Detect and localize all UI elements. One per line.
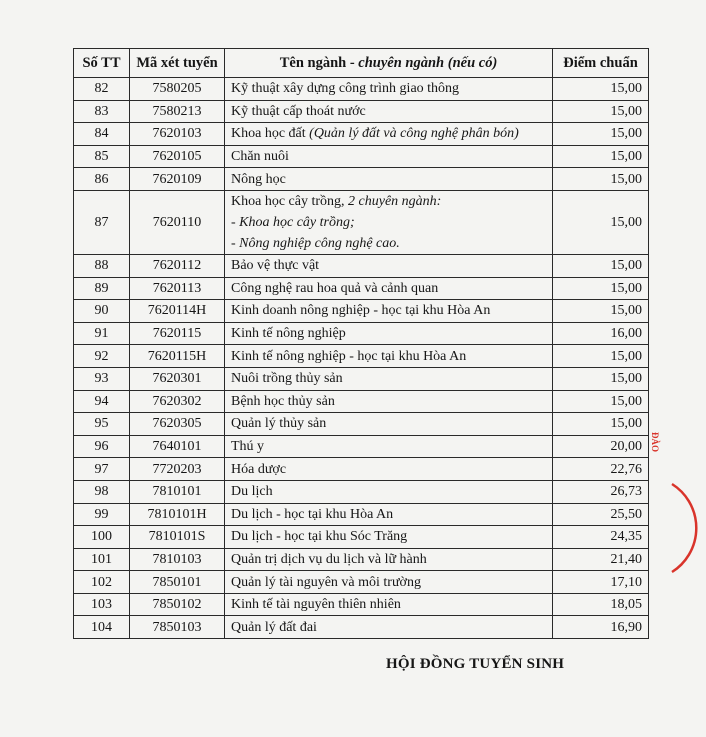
cell-ma-xet-tuyen: 7810103 [130,548,225,571]
cell-diem-chuan: 20,00 [553,435,649,458]
cell-ma-xet-tuyen: 7620301 [130,367,225,390]
seal-text: ĐÀO [650,432,660,452]
ten-nganh-main: Thú y [231,439,265,455]
ten-nganh-main: Quản trị dịch vụ du lịch và lữ hành [231,551,427,567]
cell-stt: 96 [74,435,130,458]
ten-nganh-line [231,123,546,144]
table-row [74,390,649,413]
cell-ma-xet-tuyen: 7620115H [130,345,225,368]
cell-diem-chuan: 15,00 [553,413,649,436]
ten-nganh-main: Kinh tế nông nghiệp [231,326,346,342]
ten-nganh-line [231,526,546,547]
cell-diem-chuan: 26,73 [553,480,649,503]
table-row [74,503,649,526]
ten-nganh-line [231,436,546,457]
cell-stt: 82 [74,78,130,101]
cell-ma-xet-tuyen: 7810101S [130,526,225,549]
cell-ten-nganh [225,593,553,616]
cell-diem-chuan: 21,40 [553,548,649,571]
header-stt: Số TT [74,49,130,78]
cell-diem-chuan: 15,00 [553,300,649,323]
cell-diem-chuan: 15,00 [553,254,649,277]
signature-council: HỘI ĐỒNG TUYỂN SINH [386,656,565,672]
ten-nganh-main: Kinh tế nông nghiệp - học tại khu Hòa An [231,348,467,364]
admission-score-table [73,48,649,639]
ten-nganh-main: Hóa dược [231,461,287,477]
table-row [74,123,649,146]
cell-ten-nganh [225,458,553,481]
cell-stt: 84 [74,123,130,146]
table-row [74,277,649,300]
table-row [74,254,649,277]
cell-ma-xet-tuyen: 7620305 [130,413,225,436]
cell-ten-nganh [225,616,553,639]
seal-arc [672,484,696,572]
ten-nganh-line [231,459,546,480]
table-row [74,300,649,323]
ten-nganh-main: Kỹ thuật xây dựng công trình giao thông [231,81,460,97]
ten-nganh-line [231,101,546,122]
cell-ten-nganh [225,168,553,191]
cell-ma-xet-tuyen: 7850101 [130,571,225,594]
cell-stt: 85 [74,145,130,168]
ten-nganh-note: (Quản lý đất và công nghệ phân bón) [309,126,519,142]
ten-nganh-main: Bảo vệ thực vật [231,258,320,274]
table-row [74,367,649,390]
cell-stt: 87 [74,190,130,254]
cell-stt: 92 [74,345,130,368]
cell-diem-chuan: 25,50 [553,503,649,526]
ten-nganh-main: Kinh doanh nông nghiệp - học tại khu Hòa An [231,303,491,319]
cell-stt: 97 [74,458,130,481]
cell-ma-xet-tuyen: 7720203 [130,458,225,481]
ten-nganh-line [231,169,546,190]
ten-nganh-main: Công nghệ rau hoa quả và cảnh quan [231,280,439,296]
cell-ten-nganh [225,435,553,458]
table-row [74,593,649,616]
cell-stt: 91 [74,322,130,345]
table-row [74,548,649,571]
cell-diem-chuan: 22,76 [553,458,649,481]
cell-ten-nganh [225,548,553,571]
cell-diem-chuan: 15,00 [553,277,649,300]
cell-stt: 104 [74,616,130,639]
cell-ma-xet-tuyen: 7620103 [130,123,225,146]
cell-stt: 101 [74,548,130,571]
cell-ma-xet-tuyen: 7580205 [130,78,225,101]
ten-nganh-line [231,481,546,502]
cell-stt: 90 [74,300,130,323]
cell-ten-nganh [225,526,553,549]
cell-ma-xet-tuyen: 7640101 [130,435,225,458]
table-body [74,78,649,639]
cell-ma-xet-tuyen: 7810101 [130,480,225,503]
cell-stt: 95 [74,413,130,436]
chuyen-nganh-item: - Khoa học cây trồng; [231,214,355,230]
cell-ma-xet-tuyen: 7620115 [130,322,225,345]
ten-nganh-main: Khoa học cây trồng, [231,193,345,209]
table-row [74,322,649,345]
cell-ten-nganh [225,413,553,436]
ten-nganh-line [231,255,546,276]
cell-ten-nganh [225,300,553,323]
cell-diem-chuan: 16,90 [553,616,649,639]
table-row [74,480,649,503]
ten-nganh-line [231,391,546,412]
ten-nganh-main: Khoa học đất [231,126,306,142]
ten-nganh-main: Du lịch [231,484,273,500]
cell-ma-xet-tuyen: 7580213 [130,100,225,123]
cell-ten-nganh [225,254,553,277]
cell-ten-nganh [225,190,553,254]
header-ma-xet-tuyen: Mã xét tuyển [130,49,225,78]
cell-diem-chuan: 15,00 [553,78,649,101]
cell-ten-nganh [225,145,553,168]
table-row [74,526,649,549]
table-row [74,100,649,123]
ten-nganh-line [231,549,546,570]
ten-nganh-main: Nông học [231,171,286,187]
cell-stt: 98 [74,480,130,503]
ten-nganh-line [231,78,546,99]
cell-ma-xet-tuyen: 7620109 [130,168,225,191]
ten-nganh-line [231,323,546,344]
cell-ten-nganh [225,390,553,413]
ten-nganh-main: Du lịch - học tại khu Sóc Trăng [231,529,408,545]
cell-stt: 100 [74,526,130,549]
table-row [74,413,649,436]
table-row [74,458,649,481]
cell-ma-xet-tuyen: 7810101H [130,503,225,526]
cell-diem-chuan: 17,10 [553,571,649,594]
table-row [74,345,649,368]
ten-nganh-main: Bệnh học thủy sản [231,393,335,409]
cell-ten-nganh [225,367,553,390]
ten-nganh-line [231,368,546,389]
ten-nganh-main: Kinh tế tài nguyên thiên nhiên [231,597,401,613]
cell-diem-chuan: 18,05 [553,593,649,616]
ten-nganh-line [231,191,546,212]
cell-diem-chuan: 15,00 [553,123,649,146]
ten-nganh-line [231,278,546,299]
cell-diem-chuan: 15,00 [553,345,649,368]
ten-nganh-note: 2 chuyên ngành: [348,193,442,209]
cell-ten-nganh [225,100,553,123]
cell-stt: 103 [74,593,130,616]
cell-stt: 83 [74,100,130,123]
ten-nganh-main: Quản lý đất đai [231,619,317,635]
cell-diem-chuan: 15,00 [553,145,649,168]
chuyen-nganh-item: - Nông nghiệp công nghệ cao. [231,235,400,251]
ten-nganh-line [231,146,546,167]
cell-stt: 94 [74,390,130,413]
red-seal-stamp [650,432,706,576]
header-ten-nganh-italic: chuyên ngành (nếu có) [358,54,498,71]
table-row [74,168,649,191]
header-ten-nganh-main: Tên ngành - [279,54,359,71]
ten-nganh-line [231,504,546,525]
ten-nganh-line [231,617,546,638]
cell-stt: 86 [74,168,130,191]
cell-ten-nganh [225,480,553,503]
cell-stt: 102 [74,571,130,594]
table-row [74,435,649,458]
cell-diem-chuan: 15,00 [553,100,649,123]
cell-ten-nganh [225,123,553,146]
cell-ma-xet-tuyen: 7850102 [130,593,225,616]
ten-nganh-line [231,572,546,593]
cell-ma-xet-tuyen: 7620302 [130,390,225,413]
cell-ma-xet-tuyen: 7620110 [130,190,225,254]
ten-nganh-line [231,346,546,367]
ten-nganh-main: Chăn nuôi [231,149,289,165]
cell-ma-xet-tuyen: 7620113 [130,277,225,300]
cell-diem-chuan: 16,00 [553,322,649,345]
cell-ten-nganh [225,322,553,345]
cell-diem-chuan: 15,00 [553,190,649,254]
cell-stt: 89 [74,277,130,300]
cell-stt: 93 [74,367,130,390]
ten-nganh-main: Nuôi trồng thủy sản [231,371,343,387]
cell-ma-xet-tuyen: 7620112 [130,254,225,277]
cell-diem-chuan: 15,00 [553,168,649,191]
ten-nganh-main: Quản lý thủy sản [231,416,327,432]
cell-stt: 99 [74,503,130,526]
cell-ten-nganh [225,345,553,368]
ten-nganh-line [231,300,546,321]
table-row [74,78,649,101]
cell-ma-xet-tuyen: 7620114H [130,300,225,323]
cell-ten-nganh [225,571,553,594]
cell-ma-xet-tuyen: 7620105 [130,145,225,168]
table-header-row [74,49,649,78]
header-ten-nganh [225,49,553,78]
cell-ten-nganh [225,277,553,300]
cell-ten-nganh [225,503,553,526]
header-diem-chuan: Điểm chuẩn [553,49,649,78]
cell-diem-chuan: 24,35 [553,526,649,549]
table-row [74,571,649,594]
ten-nganh-main: Kỹ thuật cấp thoát nước [231,103,366,119]
ten-nganh-line [231,413,546,434]
cell-stt: 88 [74,254,130,277]
cell-ten-nganh [225,78,553,101]
cell-diem-chuan: 15,00 [553,367,649,390]
ten-nganh-main: Du lịch - học tại khu Hòa An [231,506,394,522]
cell-ma-xet-tuyen: 7850103 [130,616,225,639]
ten-nganh-main: Quản lý tài nguyên và môi trường [231,574,421,590]
table-row [74,190,649,254]
cell-diem-chuan: 15,00 [553,390,649,413]
table-row [74,616,649,639]
table-row [74,145,649,168]
ten-nganh-line [231,594,546,615]
